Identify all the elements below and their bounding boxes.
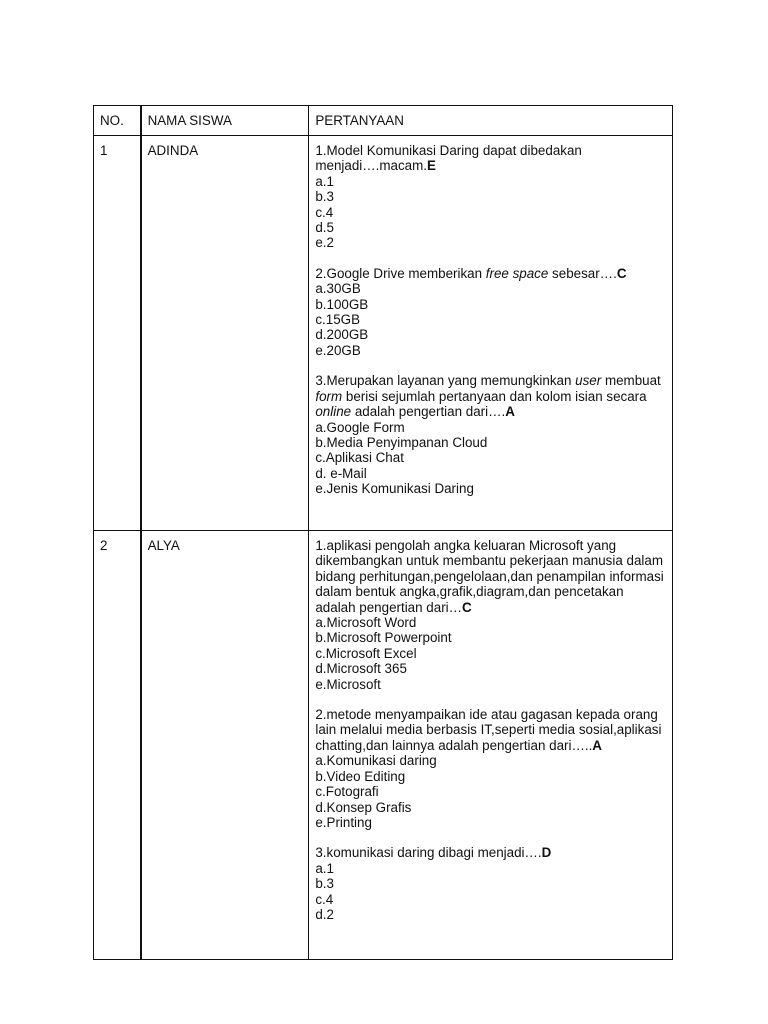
answer-option: c.4 — [315, 204, 334, 220]
question-text-part: adalah pengertian dari…. — [351, 404, 506, 420]
answer-option: e.2 — [315, 235, 334, 251]
question-item — [315, 266, 666, 358]
question-text-part: membuat — [601, 373, 661, 389]
header-no-cell — [94, 106, 141, 136]
row-no-cell — [94, 136, 141, 531]
answer-option: c.15GB — [315, 312, 361, 328]
question-text-italic: free space — [485, 265, 549, 281]
answer-option: b.3 — [315, 876, 334, 892]
question-text-part: 1.aplikasi pengolah angka keluaran Microsoft yang dikembangkan untuk membantu pekerjaan manusia dalam bidang perhitungan,pengelolaan,dan penampilan informasi dalam bentuk angka,grafik,diagram,dan pencetakan adalah pengertian dari… — [315, 538, 664, 615]
student-name: ADINDA — [147, 143, 199, 158]
header-name: NAMA SISWA — [147, 113, 232, 128]
question-text-part: 2.metode menyampaikan ide atau gagasan kepada orang lain melalui media berbasis IT,seperti media sosial,aplikasi chatting,dan lainnya adalah pengertian dari….. — [315, 707, 662, 753]
question-item — [315, 143, 666, 251]
header-question: PERTANYAAN — [315, 113, 404, 128]
answer-option: e.Microsoft — [315, 676, 381, 692]
table-row — [94, 531, 673, 960]
answer-option: b.100GB — [315, 296, 369, 312]
question-text — [315, 538, 666, 615]
row-questions-cell — [309, 531, 673, 960]
question-text — [315, 707, 666, 753]
question-text-part: 2.Google Drive memberikan — [315, 265, 486, 281]
question-text — [315, 845, 666, 860]
answer-option: a.1 — [315, 173, 334, 189]
answer-option: a.Google Form — [315, 419, 405, 435]
answer-option: d.Konsep Grafis — [315, 799, 412, 815]
answer-option: c.Fotografi — [315, 784, 379, 800]
answer-key: C — [462, 599, 472, 615]
answer-option: b.Microsoft Powerpoint — [315, 630, 452, 646]
table-header-row — [94, 106, 673, 136]
question-text-part: 1.Model Komunikasi Daring dapat dibedakan menjadi….macam. — [315, 143, 582, 174]
answer-option: b.Media Penyimpanan Cloud — [315, 434, 488, 450]
answer-option: d. e-Mail — [315, 465, 367, 481]
answer-option: a.30GB — [315, 281, 361, 297]
row-questions-cell — [309, 136, 673, 531]
row-no-cell — [94, 531, 141, 960]
answer-option: c.Microsoft Excel — [315, 645, 417, 661]
row-name-cell — [141, 136, 309, 531]
answer-option: e.20GB — [315, 342, 361, 358]
question-text — [315, 373, 666, 419]
question-text-part: sebesar…. — [548, 265, 617, 281]
question-text — [315, 143, 666, 174]
answer-key: A — [505, 404, 515, 420]
student-name: ALYA — [147, 538, 180, 553]
answer-option: e.Jenis Komunikasi Daring — [315, 481, 474, 497]
question-text-part: 3.Merupakan layanan yang memungkinkan — [315, 373, 576, 389]
question-text-italic: user — [575, 373, 602, 389]
answer-option: b.3 — [315, 189, 334, 205]
answer-key: C — [616, 265, 627, 281]
question-text-italic: form — [315, 388, 343, 404]
question-item — [315, 538, 666, 692]
header-question-cell — [309, 106, 673, 136]
question-text-italic: online — [315, 404, 352, 420]
answer-option: a.1 — [315, 860, 334, 876]
question-table — [93, 105, 673, 960]
question-item — [315, 707, 666, 830]
answer-option: d.200GB — [315, 327, 369, 343]
answer-key: A — [592, 737, 602, 753]
question-list — [309, 136, 672, 497]
question-item — [315, 845, 666, 922]
answer-option: c.4 — [315, 891, 334, 907]
row-no: 1 — [100, 143, 108, 158]
header-name-cell — [141, 106, 309, 136]
question-item — [315, 373, 666, 496]
header-no: NO. — [100, 113, 124, 128]
question-list — [309, 531, 672, 922]
question-text-part: berisi sejumlah pertanyaan dan kolom isian secara — [342, 388, 647, 404]
answer-key: E — [426, 158, 436, 174]
answer-option: a.Microsoft Word — [315, 615, 417, 631]
question-text-part: 3.komunikasi daring dibagi menjadi…. — [315, 845, 542, 861]
question-text — [315, 266, 666, 281]
answer-option: e.Printing — [315, 814, 372, 830]
answer-option: a.Komunikasi daring — [315, 753, 437, 769]
answer-option: b.Video Editing — [315, 768, 406, 784]
answer-option: d.Microsoft 365 — [315, 661, 407, 677]
answer-option: d.2 — [315, 906, 334, 922]
answer-option: c.Aplikasi Chat — [315, 450, 404, 466]
answer-option: d.5 — [315, 220, 334, 236]
row-name-cell — [141, 531, 309, 960]
answer-key: D — [541, 845, 552, 861]
row-no: 2 — [100, 538, 108, 553]
table-row — [94, 136, 673, 531]
